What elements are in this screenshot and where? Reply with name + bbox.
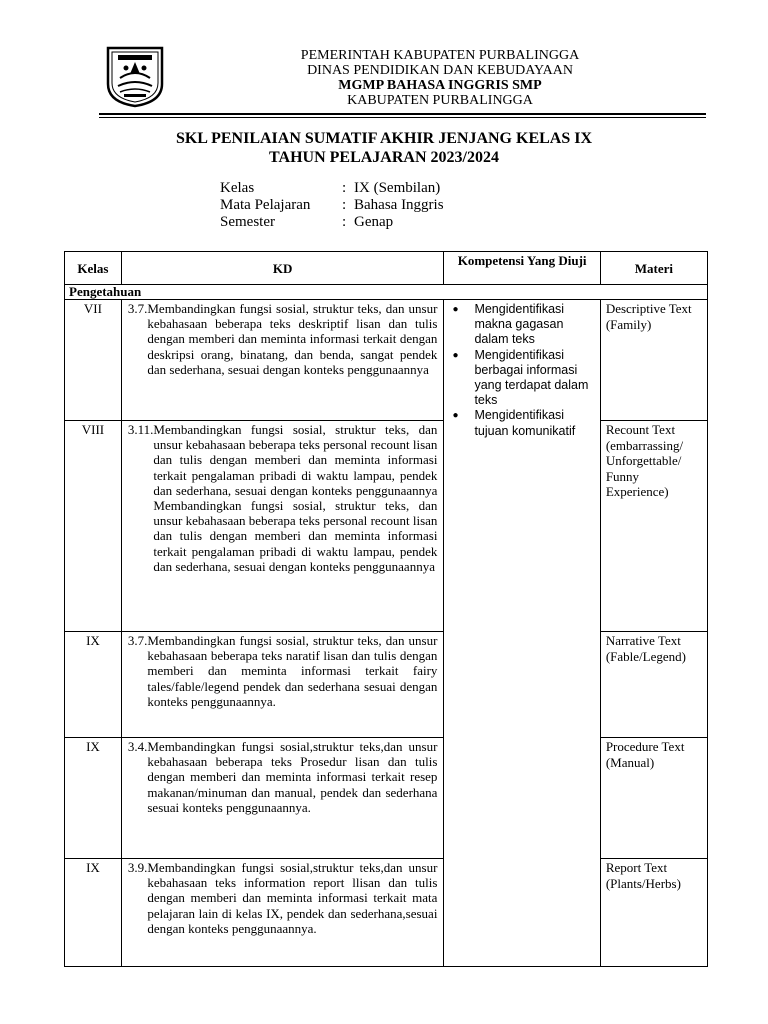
kelas-cell: VII [65,300,122,421]
kompetensi-item [452,408,595,438]
header-kelas: Kelas [65,252,122,285]
table-row [65,421,708,632]
materi-cell: Descriptive Text (Family) [600,300,707,421]
header-materi: Materi [600,252,707,285]
kelas-cell: IX [65,632,122,738]
meta-value: Bahasa Inggris [354,197,444,213]
regency-seal-icon [104,44,166,108]
kelas-cell: IX [65,738,122,859]
meta-value: Genap [354,214,394,230]
title-line-1: SKL PENILAIAN SUMATIF AKHIR JENJANG KELAS IX [175,130,593,147]
meta-separator: : [342,197,347,213]
kd-cell [121,738,444,859]
letterhead-line-1: PEMERINTAH KABUPATEN PURBALINGGA [300,48,580,63]
meta-separator: : [342,180,347,196]
meta-key: Mata Pelajaran [220,197,311,213]
kd-cell [121,859,444,967]
table-row [65,632,708,738]
meta-row-kelas [220,180,444,197]
meta-row-semester [220,214,444,231]
kompetensi-item [452,348,595,409]
table-row [65,300,708,421]
kompetensi-text: Mengidentifikasi makna gagasan dalam teks [474,302,565,347]
kd-text: Membandingkan fungsi sosial, struktur teks, dan unsur kebahasaan beberapa teks deskriptif lisan dan tulis dengan memberi dan meminta informasi terkait dengan deskripsi orang, binatang, dan benda, sangat pendek dan sederhana, sesuai dengan konteks penggunaannya [147,301,438,377]
kd-text: Membandingkan fungsi sosial,struktur teks,dan unsur kebahasaan beberapa teks Prosedur lisan dan tulis dengan memberi dan meminta informasi terkait resep makanan/minuman dan manual, pendek dan sederhana sesuai konteks penggunaannya. [147,739,438,815]
letterhead-divider-thick [99,113,706,115]
materi-cell: Report Text (Plants/Herbs) [600,859,707,967]
section-row [65,285,708,300]
title-line-2: TAHUN PELAJARAN 2023/2024 [269,149,499,166]
materi-cell: Narrative Text (Fable/Legend) [600,632,707,738]
document-title [0,129,768,167]
table-row [65,859,708,967]
meta-key: Kelas [220,180,255,196]
kd-text: Membandingkan fungsi sosial, struktur teks, dan unsur kebahasaan beberapa teks personal recount lisan dan tulis dengan memberi dan meminta informasi terkait pengalaman pribadi di waktu lampau, pendek dan sederhana, sesuai dengan konteks penggunaannya Membandingkan fungsi sosial, struktur teks, dan unsur kebahasaan beberapa teks personal recount lisan dan tulis dengan memberi dan meminta informasi terkait pengalaman pribadi di waktu lampau, pendek dan sederhana, sesuai dengan konteks penggunaannya [153,422,438,574]
materi-cell: Recount Text (embarrassing/ Unforgettable/ Funny Experience) [600,421,707,632]
meta-key: Semester [220,214,275,230]
kompetensi-item [452,302,595,348]
bullet-icon: ● [452,349,459,361]
letterhead-line-2: DINAS PENDIDIKAN DAN KEBUDAYAAN [307,63,573,78]
kd-text: Membandingkan fungsi sosial,struktur teks,dan unsur kebahasaan teks information report llisan dan tulis dengan memberi dan meminta informasi terkait mata pelajaran lain di kelas IX, pendek dan sederhana,sesuai dengan konteks penggunaannya. [147,860,438,936]
table-header-row [65,252,708,285]
document-meta [220,180,444,231]
header-kd: KD [121,252,444,285]
letterhead-line-4: KABUPATEN PURBALINGGA [347,93,533,108]
kelas-cell: IX [65,859,122,967]
kd-cell [121,632,444,738]
letterhead [268,48,612,108]
section-label: Pengetahuan [65,285,708,300]
meta-value: IX (Sembilan) [354,180,441,196]
bullet-icon: ● [452,410,459,422]
materi-cell: Procedure Text (Manual) [600,738,707,859]
kd-number: 3.7. [127,301,148,316]
table-row [65,738,708,859]
kompetensi-text: Mengidentifikasi berbagai informasi yang terdapat dalam teks [474,347,589,408]
skl-table [64,251,708,967]
kompetensi-cell [444,300,600,967]
kd-number: 3.9. [127,860,148,875]
kelas-cell: VIII [65,421,122,632]
kompetensi-text: Mengidentifikasi tujuan komunikatif [474,408,576,438]
kd-number: 3.11. [127,422,154,437]
kd-number: 3.4. [127,739,148,754]
kd-cell [121,421,444,632]
letterhead-divider-thin [99,117,706,118]
letterhead-line-3: MGMP BAHASA INGGRIS SMP [338,78,542,93]
header-kompetensi: Kompetensi Yang Diuji [444,252,600,285]
bullet-icon: ● [452,304,459,315]
kd-cell [121,300,444,421]
meta-separator: : [342,214,347,230]
meta-row-mata-pelajaran [220,197,444,214]
kd-number: 3.7. [127,633,148,648]
kd-text: Membandingkan fungsi sosial, struktur teks, dan unsur kebahasaan beberapa teks naratif lisan dan tulis dengan memberi dan meminta informasi terkait fairy tales/fable/legend pendek dan sederhana sesuai dengan konteks penggunaannya. [147,633,438,709]
